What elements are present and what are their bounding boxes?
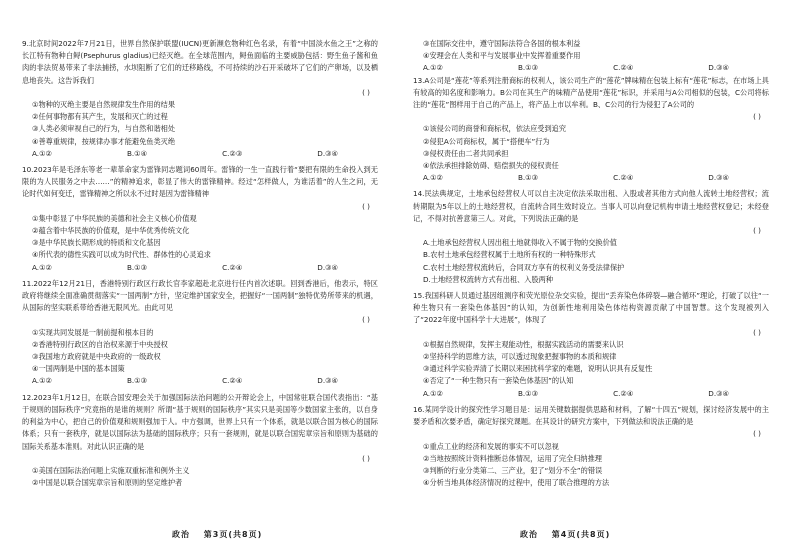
answer-choice: C.②④: [613, 173, 634, 183]
question-block: [22, 278, 378, 388]
answer-blank: ( ): [753, 429, 761, 439]
statement-option: ②当地按照统计资料推断总体情况，运用了完全归纳推理: [423, 453, 602, 463]
answer-choice: B.①④: [126, 148, 148, 158]
question-stem: 15.我国科研人员通过基因组测序和荧光原位杂交实验，提出“丢弃染色体碎裂—融合循环”理论，打破了以往“一种生物只有一套染色体基因”的认知，为创新性地利用染色体结构资源贡献了中国智慧。这个发现被列入了“2022年度中国科学十大进展”，体现了: [413, 291, 769, 325]
answer-choice: B.①③: [517, 63, 539, 73]
footer-subject: 政治: [172, 530, 190, 539]
answer-choice: A.①②: [32, 376, 52, 386]
answer-choice: B.①③: [126, 376, 148, 386]
answer-choice: A.①②: [423, 63, 443, 73]
statement-option: ②坚持科学的思维方法，可以透过现象把握事物的本质和规律: [423, 352, 617, 362]
answer-blank: ( ): [362, 201, 370, 211]
statement-option: ④所代表的德性实践可以成为时代性、群体性的心灵追求: [32, 250, 211, 260]
statement-option: ④依法承担排除妨碍、赔偿损失的侵权责任: [423, 161, 559, 171]
statement-option: ②香港特别行政区的自治权来源于中央授权: [32, 339, 168, 349]
page-footer-left: [172, 529, 272, 540]
statement-option: ①美国在国际法治问题上实施双重标准和例外主义: [32, 465, 190, 475]
answer-choice: C.②④: [222, 376, 243, 386]
question-stem: 13.A公司是“莲花”等系列注册商标的权利人，该公司生产的“莲花”牌味精在包装上标有“莲花”标志，在市场上具有较高的知名度和影响力。B公司在其生产的味精产品使用“莲花”标识，并采用与A公司相似的包装，C公司将标注的“莲花”图样用于自己的产品上，将产品上市以牟利。B、C公司的行为侵犯了A公司的: [413, 75, 769, 110]
statement-option: ④安理会在人类和平与发展事业中发挥着重要作用: [423, 51, 581, 61]
answer-choices-row: [413, 388, 769, 400]
answer-choices-row: [22, 148, 378, 160]
answer-choices-row: [413, 62, 769, 74]
statement-option: ②任何事物都有其产生，发展和灭亡的过程: [32, 112, 168, 122]
answer-choice: C.②③: [222, 148, 243, 158]
statement-option: ③在国际交往中，遵守国际法符合各国的根本利益: [423, 39, 581, 48]
question-stem: 16.某同学设计的探究性学习题目是：运用关键数据提供思路和材料，了解“十四五”规划，探讨经济发展中的主要矛盾和次要矛盾，确定好探究课题。在其设计的研究方案中，下列做法和说法正确的是: [413, 404, 769, 427]
right-column: [413, 38, 769, 489]
answer-blank: ( ): [753, 226, 761, 236]
answer-choice: A.①②: [32, 148, 52, 158]
question-block: [22, 392, 378, 490]
answer-choice: C.②④: [222, 262, 243, 272]
question-block: [413, 75, 769, 185]
answer-blank: ( ): [362, 453, 370, 463]
answer-choices-row: [22, 375, 378, 387]
footer-page-number: 第4页(共8页): [551, 530, 611, 539]
question-block: [413, 404, 769, 489]
answer-choice: B.①③: [517, 388, 539, 398]
answer-choice: A.①②: [423, 173, 443, 183]
answer-blank: ( ): [753, 327, 761, 337]
statement-option: D.土地经营权流转方式有出租、入股两种: [423, 274, 554, 284]
statement-option: ③人类必须审视自己的行为，与自然和谐相处: [32, 124, 176, 134]
question-block: [413, 290, 769, 400]
statement-option: ③我国地方政府就是中央政府的一级政权: [32, 352, 161, 362]
answer-blank: ( ): [362, 87, 370, 97]
answer-choices-row: [413, 172, 769, 184]
statement-option: ②蕴含着中华民族的价值观，是中华优秀传统文化: [32, 226, 190, 236]
statement-option: C.农村土地经营权流转后，合同双方享有的权利义务受法律保护: [423, 262, 625, 272]
statement-option: ③侵权责任由二者共同承担: [423, 148, 509, 158]
question-block: [22, 164, 378, 274]
answer-blank: ( ): [362, 315, 370, 325]
answer-blank: ( ): [753, 112, 761, 122]
question-block: [413, 188, 769, 286]
statement-option: ②中国是以联合国宪章宗旨和原则的坚定维护者: [32, 478, 183, 488]
statement-option: ①根据自然规律，发挥主观能动性，根据实践活动的需要来认识: [423, 339, 624, 349]
answer-choice: D.③④: [708, 63, 729, 73]
answer-choice: D.③④: [317, 262, 338, 272]
statement-option: ①集中彰显了中华民族的美德和社会主义核心价值观: [32, 213, 197, 223]
answer-choice: D.③④: [317, 148, 338, 158]
statement-option: ③判断的行业分类第二、三产业，犯了“划分不全”的错误: [423, 465, 603, 475]
question-stem: 14.民法典规定，土地承包经营权人可以自主决定依法采取出租、入股或者其他方式向他人流转土地经营权；流转期限为5年以上的土地经营权，自流转合同生效时设立。当事人可以向登记机构申请土地经营权登记；未经登记，不得对抗善意第三人。对此，下列说法正确的是: [413, 189, 769, 223]
statement-option: ②侵犯A公司商标权，属于“搭便车”行为: [423, 136, 550, 146]
statement-option: B.农村土地承包经营权属于土地所有权的一种特殊形式: [423, 250, 596, 260]
question-stem: 10.2023年是毛泽东等老一辈革命家为雷锋同志题词60周年。雷锋的一生一直践行着“要把有限的生命投入到无限的为人民服务之中去……”的精神追求，彰显了伟大的雷锋精神。经过“怎样做人，为谁活着”的人生之问，无论时代如何变迁，雷锋精神之所以永不过时是因为雷锋精神: [22, 165, 378, 199]
answer-choice: B.①③: [126, 262, 148, 272]
answer-choice: D.③④: [317, 376, 338, 386]
statement-option: ③是中华民族长期形成的特质和文化基因: [32, 238, 161, 248]
question-stem: 11.2022年12月21日，香港特别行政区行政长官李家超赴北京进行任内首次述职。回到香港后，他表示，特区政府将继续全面准确贯彻落实“一国两制”方针，坚定维护国家安全，把握好“一国两制”独特优势所带来的机遇，从国际的坚实联系带给香港无限风光。由此可见: [22, 278, 378, 313]
page-footer-right: [520, 529, 620, 540]
answer-choice: A.①②: [423, 388, 443, 398]
left-column: [22, 38, 378, 489]
statement-option: ①实现共同发展是一制前提和根本目的: [32, 327, 154, 337]
statement-option: ④善尊重规律，按规律办事才能避免鱼类灭绝: [32, 136, 176, 146]
footer-subject: 政治: [520, 530, 538, 539]
question-stem: 9.北京时间2022年7月21日，世界自然保护联盟(IUCN)更新濒危物种红色名录，有着“中国淡水鱼之王”之称的长江特有物种白鲟(Psephurus gladius)已经灭绝。在全球范围内，鲟鱼面临的主要威胁包括：野生鱼子酱和鱼肉的非法贸易带来了非法捕捞，水坝阻断了它们的迁移路线，不可持续的沙石开采破坏了它们的产卵场，以及栖息地丧失。这告诉我们: [22, 39, 378, 85]
answer-choices-row: [22, 262, 378, 274]
statement-option: ③通过科学实验弄清了长期以来困扰科学家的难题，说明认识具有反复性: [423, 364, 653, 374]
statement-option: ①物种的灭绝主要是自然规律发生作用的结果: [32, 100, 176, 110]
statement-option: ①重点工业的经济和发展的事实不可以忽视: [423, 441, 559, 451]
answer-choice: C.②④: [613, 63, 634, 73]
footer-page-number: 第3页(共8页): [203, 530, 263, 539]
statement-option: A.土地承包经营权人因出租土地就得收入不属于物的交换价值: [423, 238, 617, 248]
answer-choice: D.③④: [708, 173, 729, 183]
answer-choice: A.①②: [32, 262, 52, 272]
statement-option: ④一国两制是中国的基本国策: [32, 364, 125, 374]
answer-choice: B.①③: [517, 173, 539, 183]
question-block: [22, 38, 378, 160]
answer-choice: C.②④: [613, 388, 634, 398]
statement-option: ④否定了“一种生物只有一套染色体基因”的认知: [423, 376, 574, 386]
answer-choice: D.③④: [708, 388, 729, 398]
statement-option: ①该侵公司的商誉和商标权，依法应受到追究: [423, 124, 567, 134]
question-stem: 12.2023年1月12日，在联合国安理会关于加强国际法治问题的公开辩论会上，中国常驻联合国代表指出：“基于规则的国际秩序”究竟指的是谁的规则？所谓“基于规则的国际秩序”其实只是美国等少数国家主张的，以自身的利益为中心，把自己的价值观和规则强加于人。中方强调，世界上只有一个体系，就是以联合国为核心的国际体系；只有一套秩序，就是以国际法为基础的国际秩序；只有一套规则，就是以联合国宪章宗旨和原则为基础的国际关系基本准则。对此认识正确的是: [22, 392, 378, 451]
statement-option: ④分析当地具体经济情况的过程中，使用了联合推理的方法: [423, 478, 610, 488]
